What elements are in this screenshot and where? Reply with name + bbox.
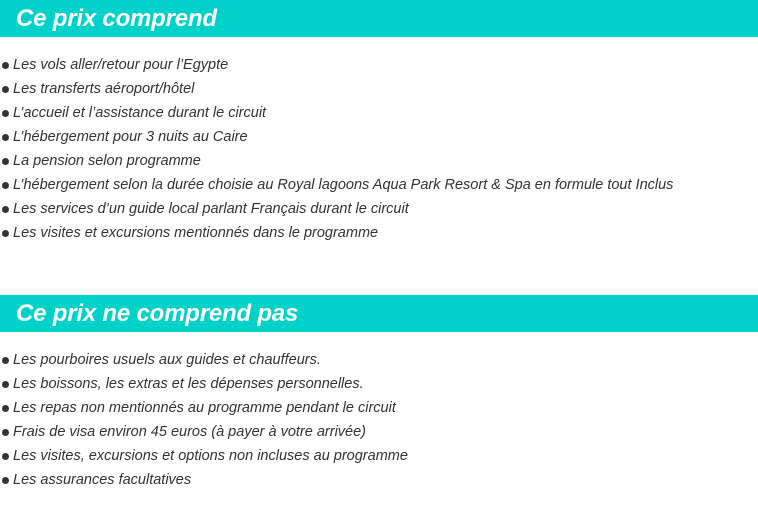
list-item <box>0 221 673 245</box>
list-item-text: Les vols aller/retour pour l’Egypte <box>13 57 229 73</box>
bullet-dot-icon <box>2 429 9 436</box>
list-item <box>0 173 673 197</box>
list-item <box>0 77 673 101</box>
price-excludes-section <box>0 295 758 488</box>
list-item <box>0 468 408 492</box>
bullet-dot-icon <box>2 110 9 117</box>
bullet-dot-icon <box>2 405 9 412</box>
list-item <box>0 348 408 372</box>
bullet-dot-icon <box>2 206 9 213</box>
list-item <box>0 149 673 173</box>
list-item-text: L’hébergement pour 3 nuits au Caire <box>13 129 248 145</box>
price-excludes-header <box>0 295 758 332</box>
price-excludes-title: Ce prix ne comprend pas <box>16 300 299 327</box>
bullet-dot-icon <box>2 453 9 460</box>
bullet-dot-icon <box>2 86 9 93</box>
list-item <box>0 125 673 149</box>
list-item <box>0 372 408 396</box>
bullet-dot-icon <box>2 477 9 484</box>
price-excludes-list <box>0 348 408 492</box>
list-item-text: Les assurances facultatives <box>13 472 192 488</box>
list-item <box>0 101 673 125</box>
list-item <box>0 53 673 77</box>
list-item-text: L’accueil et l’assistance durant le circuit <box>13 105 267 121</box>
bullet-dot-icon <box>2 381 9 388</box>
bullet-dot-icon <box>2 62 9 69</box>
price-includes-title: Ce prix comprend <box>16 5 217 32</box>
list-item-text: L’hébergement selon la durée choisie au Royal lagoons Aqua Park Resort & Spa en formule tout Inclus <box>13 177 674 193</box>
list-item <box>0 197 673 221</box>
bullet-dot-icon <box>2 230 9 237</box>
list-item-text: Les boissons, les extras et les dépenses personnelles. <box>13 376 364 392</box>
list-item-text: La pension selon programme <box>13 153 201 169</box>
list-item-text: Les repas non mentionnés au programme pendant le circuit <box>13 400 396 416</box>
price-includes-section <box>0 0 758 241</box>
bullet-dot-icon <box>2 158 9 165</box>
price-includes-header <box>0 0 758 37</box>
list-item-text: Les visites, excursions et options non incluses au programme <box>13 448 408 464</box>
list-item <box>0 420 408 444</box>
list-item-text: Les pourboires usuels aux guides et chauffeurs. <box>13 352 321 368</box>
list-item-text: Les services d’un guide local parlant Français durant le circuit <box>13 201 409 217</box>
list-item-text: Les visites et excursions mentionnés dans le programme <box>13 225 379 241</box>
bullet-dot-icon <box>2 182 9 189</box>
list-item-text: Les transferts aéroport/hôtel <box>13 81 195 97</box>
bullet-dot-icon <box>2 357 9 364</box>
list-item-text: Frais de visa environ 45 euros (à payer à votre arrivée) <box>13 424 366 440</box>
list-item <box>0 444 408 468</box>
list-item <box>0 396 408 420</box>
bullet-dot-icon <box>2 134 9 141</box>
price-includes-list <box>0 53 673 245</box>
